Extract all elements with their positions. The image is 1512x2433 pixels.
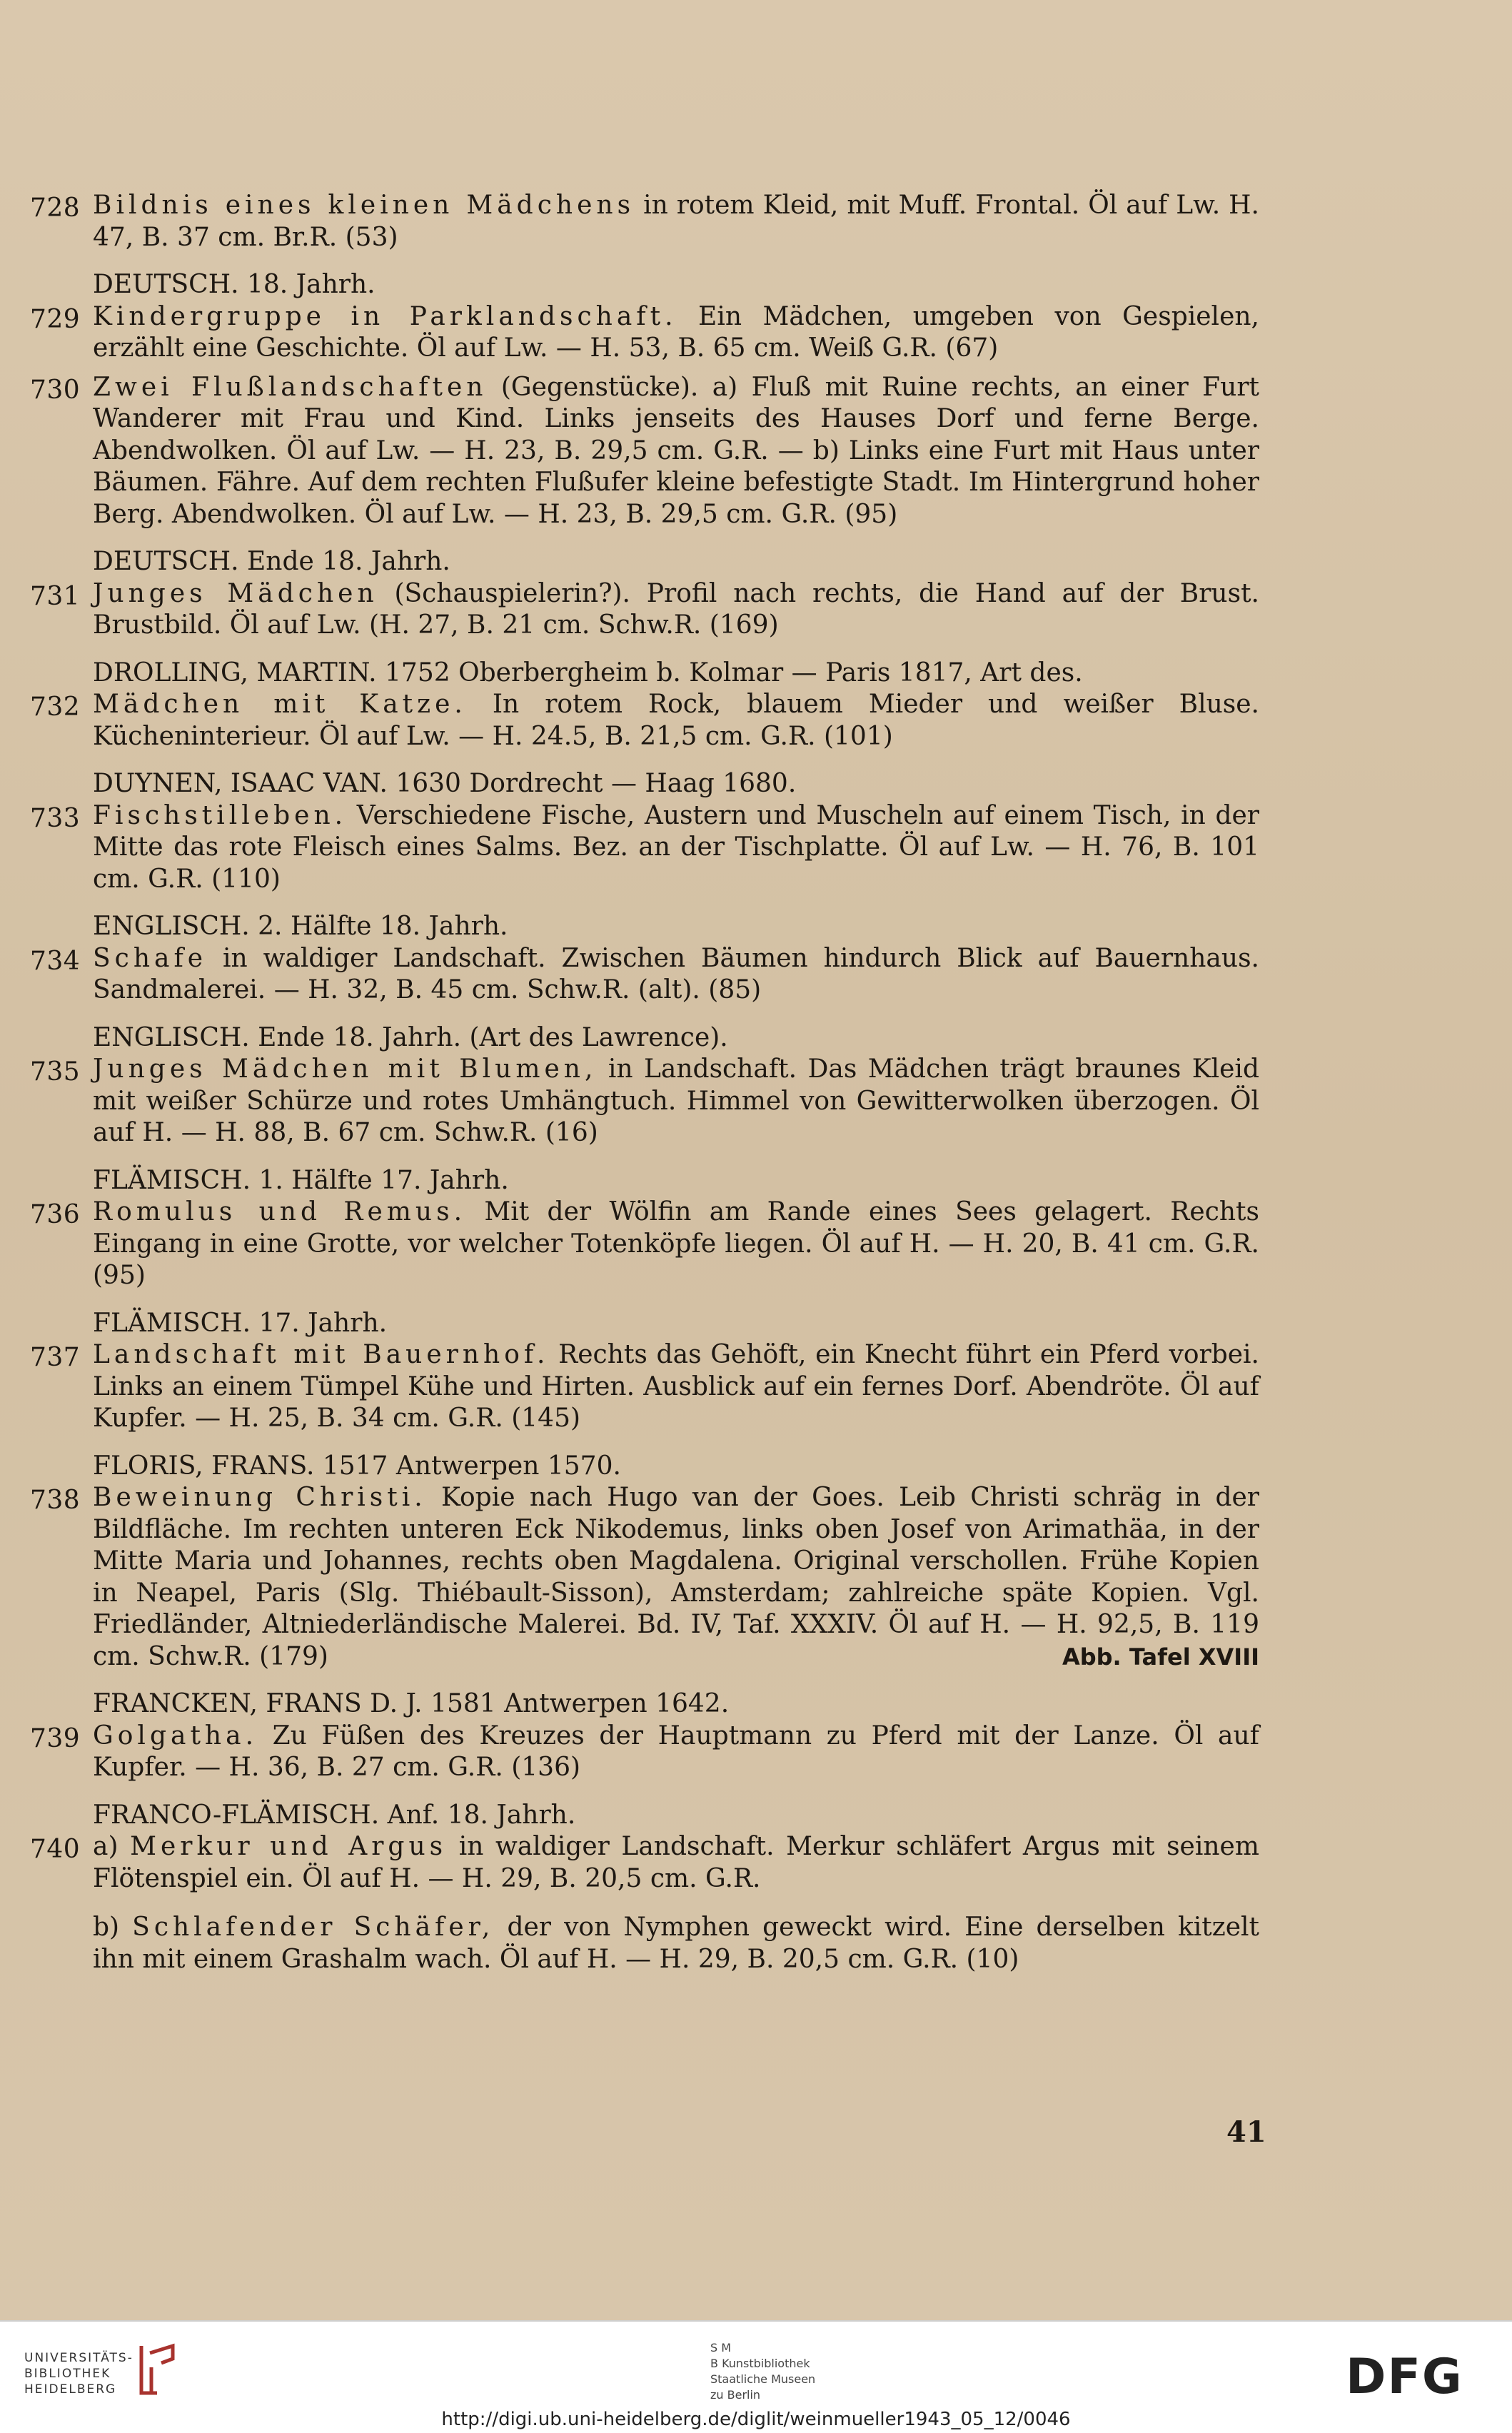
entry-text: der von Nymphen geweckt wird. Eine derselben kitzelt ihn mit einem Grashalm wach. Öl auf H. — H. 29, B. 20,5 cm. G.R. (10) xyxy=(93,1913,1259,1974)
entry-title: Romulus und Remus. xyxy=(93,1197,467,1226)
catalog-entry-735 xyxy=(30,1054,1259,1149)
entry-number: 733 xyxy=(30,803,81,833)
section-1 xyxy=(30,269,1260,530)
artist-header: ENGLISCH. 2. Hälfte 18. Jahrh. xyxy=(93,912,508,941)
entry-number: 737 xyxy=(30,1343,81,1372)
entry-text: Zu Füßen des Kreuzes der Hauptmann zu Pferd mit der Lanze. Öl auf Kupfer. — H. 36, B. 27 cm. G.R. (136) xyxy=(93,1721,1259,1782)
sm-line-3: Staatliche Museen xyxy=(710,2372,816,2386)
entry-prefix: b) xyxy=(93,1913,133,1942)
catalog-entry-733 xyxy=(30,800,1259,896)
entry-number: 734 xyxy=(30,946,81,976)
plate-reference: Abb. Tafel XVIII xyxy=(1062,1643,1259,1671)
entry-text: in rotem Kleid, mit Muff. Frontal. Öl auf Lw. H. 47, B. 37 cm. Br.R. (53) xyxy=(93,191,1259,252)
sm-line-4: zu Berlin xyxy=(710,2388,761,2402)
catalog-entry-738 xyxy=(30,1482,1259,1673)
entry-number: 728 xyxy=(30,193,81,223)
entry-number: 730 xyxy=(30,375,81,405)
source-url-link[interactable]: http://digi.ub.uni-heidelberg.de/diglit/weinmueller1943_05_12/0046 xyxy=(441,2409,1071,2430)
entry-number: 729 xyxy=(30,304,81,334)
entry-title: Landschaft mit Bauernhof. xyxy=(93,1340,550,1369)
library-logo-icon[interactable] xyxy=(136,2343,178,2397)
catalog-entry-731 xyxy=(30,578,1259,642)
entry-title: Schafe xyxy=(93,943,208,973)
entry-number: 736 xyxy=(30,1200,81,1229)
catalog-entry-740b xyxy=(93,1912,1259,1975)
catalog-entry-734 xyxy=(30,943,1259,1007)
entry-number: 738 xyxy=(30,1486,81,1515)
page-number: 41 xyxy=(1226,2115,1266,2149)
catalog-entry-740a xyxy=(30,1831,1259,1895)
entry-text: Verschiedene Fische, Austern und Muscheln auf einem Tisch, in der Mitte das rote Fleisch eines Salms. Bez. an der Tischplatte. Öl auf Lw. — H. 76, B. 101 cm. G.R. (110) xyxy=(93,800,1259,894)
artist-header: DEUTSCH. 18. Jahrh. xyxy=(93,270,376,299)
catalog-entry-736 xyxy=(30,1197,1259,1292)
sm-line-1: S M xyxy=(710,2341,732,2354)
entry-text: In rotem Rock, blauem Mieder und weißer Bluse. Kücheninterieur. Öl auf Lw. — H. 24.5, B. 21,5 cm. G.R. (101) xyxy=(93,690,1259,751)
entry-text: Rechts das Gehöft, ein Knecht führt ein Pferd vorbei. Links an einem Tümpel Kühe und Hirten. Ausblick auf ein fernes Dorf. Abendröte. Öl auf Kupfer. — H. 25, B. 34 cm. G.R. (145) xyxy=(93,1340,1260,1433)
entry-title: Junges Mädchen xyxy=(93,578,378,608)
section-2 xyxy=(30,546,1259,642)
digitization-footer xyxy=(0,2320,1512,2433)
library-line-3: HEIDELBERG xyxy=(24,2382,117,2397)
catalog-entry-737 xyxy=(30,1339,1260,1435)
section-9 xyxy=(30,1451,1259,1673)
section-6 xyxy=(30,1022,1259,1149)
kunstbibliothek-label xyxy=(710,2340,815,2403)
entry-text: (Schauspielerin?). Profil nach rechts, die Hand auf der Brust. Brustbild. Öl auf Lw. (H. 27, B. 21 cm. Schw.R. (169) xyxy=(93,578,1259,640)
entry-text: in Landschaft. Das Mädchen trägt braunes Kleid mit weißer Schürze und rotes Umhängtuch. Himmel von Gewitterwolken überzogen. Öl auf H. — H. 88, B. 67 cm. Schw.R. (16) xyxy=(93,1054,1259,1147)
section-0 xyxy=(30,190,1259,253)
catalog-entry-729 xyxy=(30,301,1260,365)
artist-header: FRANCKEN, FRANS D. J. 1581 Antwerpen 1642. xyxy=(93,1689,730,1718)
entry-text: (Gegenstücke). a) Fluß mit Ruine rechts, an einer Furt Wanderer mit Frau und Kind. Links jenseits des Hauses Dorf und ferne Berge. Abendwolken. Öl auf Lw. — H. 23, B. 29,5 cm. G.R. — b) Links eine Furt mit Haus unter Bäumen. Fähre. Auf dem rechten Flußufer kleine befestigte Stadt. Im Hintergrund hoher Berg. Abendwolken. Öl auf Lw. — H. 23, B. 29,5 cm. G.R. (95) xyxy=(93,372,1259,529)
entry-text: Kopie nach Hugo van der Goes. Leib Christi schräg in der Bildfläche. Im rechten unteren Eck Nikodemus, links oben Josef von Arimathäa, in der Mitte Maria und Johannes, rechts oben Magdalena. Original verschollen. Frühe Kopien in Neapel, Paris (Slg. Thiébault-Sisson), Amsterdam; zahlreiche späte Kopien. Vgl. Friedländer, Altniederländische Malerei. Bd. IV, Taf. XXXIV. Öl auf H. — H. 92,5, B. 119 cm. Schw.R. (179) xyxy=(93,1483,1259,1671)
entry-title: Junges Mädchen mit Blumen, xyxy=(93,1054,598,1084)
library-line-2: BIBLIOTHEK xyxy=(24,2367,111,2381)
entry-text: in waldiger Landschaft. Merkur schläfert Argus mit seinem Flötenspiel ein. Öl auf H. — H. 29, B. 20,5 cm. G.R. xyxy=(93,1832,1259,1893)
section-8 xyxy=(30,1308,1260,1435)
entry-number: 731 xyxy=(30,581,81,611)
artist-header: FLORIS, FRANS. 1517 Antwerpen 1570. xyxy=(93,1451,621,1481)
entry-title: Kindergruppe in Parklandschaft. xyxy=(93,301,677,331)
artist-header: ENGLISCH. Ende 18. Jahrh. (Art des Lawrence). xyxy=(93,1022,728,1052)
section-3 xyxy=(30,658,1259,753)
catalog-entry-728 xyxy=(30,190,1259,253)
artist-header: FRANCO-FLÄMISCH. Anf. 18. Jahrh. xyxy=(93,1800,576,1830)
artist-header: DEUTSCH. Ende 18. Jahrh. xyxy=(93,547,450,576)
artist-header: FLÄMISCH. 17. Jahrh. xyxy=(93,1308,388,1338)
artist-header: DUYNEN, ISAAC VAN. 1630 Dordrecht — Haag 1680. xyxy=(93,769,797,798)
entry-title: Mädchen mit Katze. xyxy=(93,690,467,719)
entry-title: Schlafender Schäfer, xyxy=(132,1913,495,1942)
catalog-entry-732 xyxy=(30,689,1259,752)
catalog-entry-739 xyxy=(30,1721,1259,1784)
entry-title: Beweinung Christi. xyxy=(93,1483,427,1512)
university-library-name[interactable] xyxy=(24,2350,133,2397)
entry-title: Merkur und Argus xyxy=(130,1832,448,1861)
section-11 xyxy=(30,1800,1259,1976)
entry-text: in waldiger Landschaft. Zwischen Bäumen hindurch Blick auf Bauernhaus. Sandmalerei. — H. 32, B. 45 cm. Schw.R. (alt). (85) xyxy=(93,943,1259,1004)
entry-number: 740 xyxy=(30,1835,81,1864)
catalog-entry-730 xyxy=(30,372,1259,531)
entry-text: Mit der Wölfin am Rande eines Sees gelagert. Rechts Eingang in eine Grotte, vor welcher Totenköpfe liegen. Öl auf H. — H. 20, B. 41 cm. G.R. (95) xyxy=(93,1197,1259,1290)
entry-title: Fischstilleben. xyxy=(93,800,348,830)
artist-header: DROLLING, MARTIN. 1752 Oberbergheim b. Kolmar — Paris 1817, Art des. xyxy=(93,658,1083,687)
entry-prefix: a) xyxy=(93,1832,131,1861)
section-4 xyxy=(30,768,1259,895)
entry-number: 735 xyxy=(30,1057,81,1087)
entry-title: Golgatha. xyxy=(93,1721,258,1751)
entry-title: Zwei Flußlandschaften xyxy=(93,372,488,402)
entry-number: 739 xyxy=(30,1723,81,1753)
artist-header: FLÄMISCH. 1. Hälfte 17. Jahrh. xyxy=(93,1165,509,1195)
section-10 xyxy=(30,1688,1259,1784)
section-7 xyxy=(30,1165,1259,1292)
entry-number: 732 xyxy=(30,692,81,722)
catalog-content xyxy=(30,190,1260,1975)
entry-title: Bildnis eines kleinen Mädchens xyxy=(93,191,635,220)
dfg-logo[interactable]: DFG xyxy=(1346,2349,1463,2405)
entry-text: Ein Mädchen, umgeben von Gespielen, erzählt eine Geschichte. Öl auf Lw. — H. 53, B. 65 cm. Weiß G.R. (67) xyxy=(93,301,1260,363)
sm-line-2: B Kunstbibliothek xyxy=(710,2357,810,2370)
section-5 xyxy=(30,911,1259,1007)
library-line-1: UNIVERSITÄTS- xyxy=(24,2351,133,2365)
